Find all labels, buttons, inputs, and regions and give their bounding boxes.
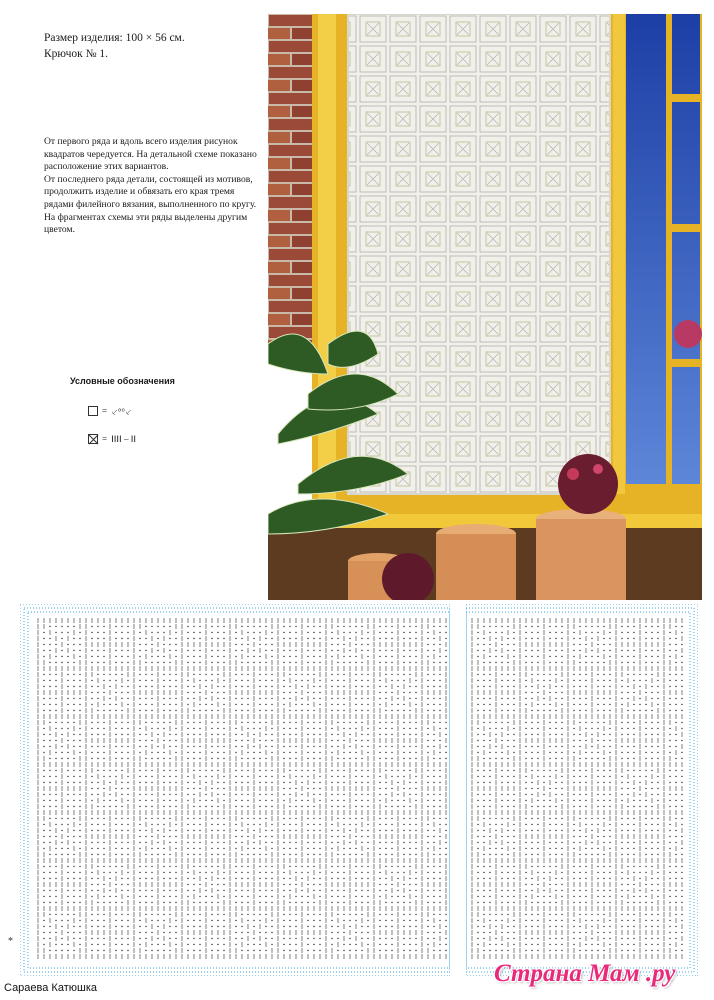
chain-stitch-icon: ⸔°°⸔ xyxy=(111,406,132,417)
start-marker: * xyxy=(8,936,13,947)
legend-equals: = xyxy=(102,406,108,416)
crochet-chart-left xyxy=(20,604,450,981)
legend-item-filled xyxy=(88,430,136,448)
border-row xyxy=(28,612,450,968)
border-row xyxy=(466,612,690,968)
watermark-author: Сараева Катюшка xyxy=(4,982,98,994)
legend-title: Условные обозначения xyxy=(70,376,175,386)
watermark-site-logo: Страна Мам .ру xyxy=(494,960,676,987)
border-row xyxy=(466,604,698,976)
stitch-grid xyxy=(38,618,447,959)
description-paragraph-1: От первого ряда и вдоль всего изделия рисунок квадратов чередуется. На детальной схеме показано расположение этих вариантов. xyxy=(44,136,257,173)
crochet-chart-right xyxy=(466,604,698,981)
hook-line: Крючок № 1. xyxy=(44,48,109,60)
legend-item-empty xyxy=(88,402,132,420)
legend-equals: = xyxy=(102,434,108,444)
empty-square-icon xyxy=(88,406,98,416)
stitch-grid xyxy=(472,618,683,959)
description xyxy=(44,136,266,237)
double-crochet-icon: ⵏⵏⵏⵏ – ⵏⵏ xyxy=(111,433,137,444)
size-line: Размер изделия: 100 × 56 см. xyxy=(44,32,185,44)
crossed-square-icon xyxy=(88,434,98,444)
curtain-photo xyxy=(268,14,702,600)
specs xyxy=(44,30,185,62)
description-paragraph-2: От последнего ряда детали, состоящей из мотивов, продолжить изделие и обвязать его края тремя рядами филейного вязания, выполненного по кругу. На фрагментах схемы эти ряды выделены другим цветом. xyxy=(44,173,257,236)
